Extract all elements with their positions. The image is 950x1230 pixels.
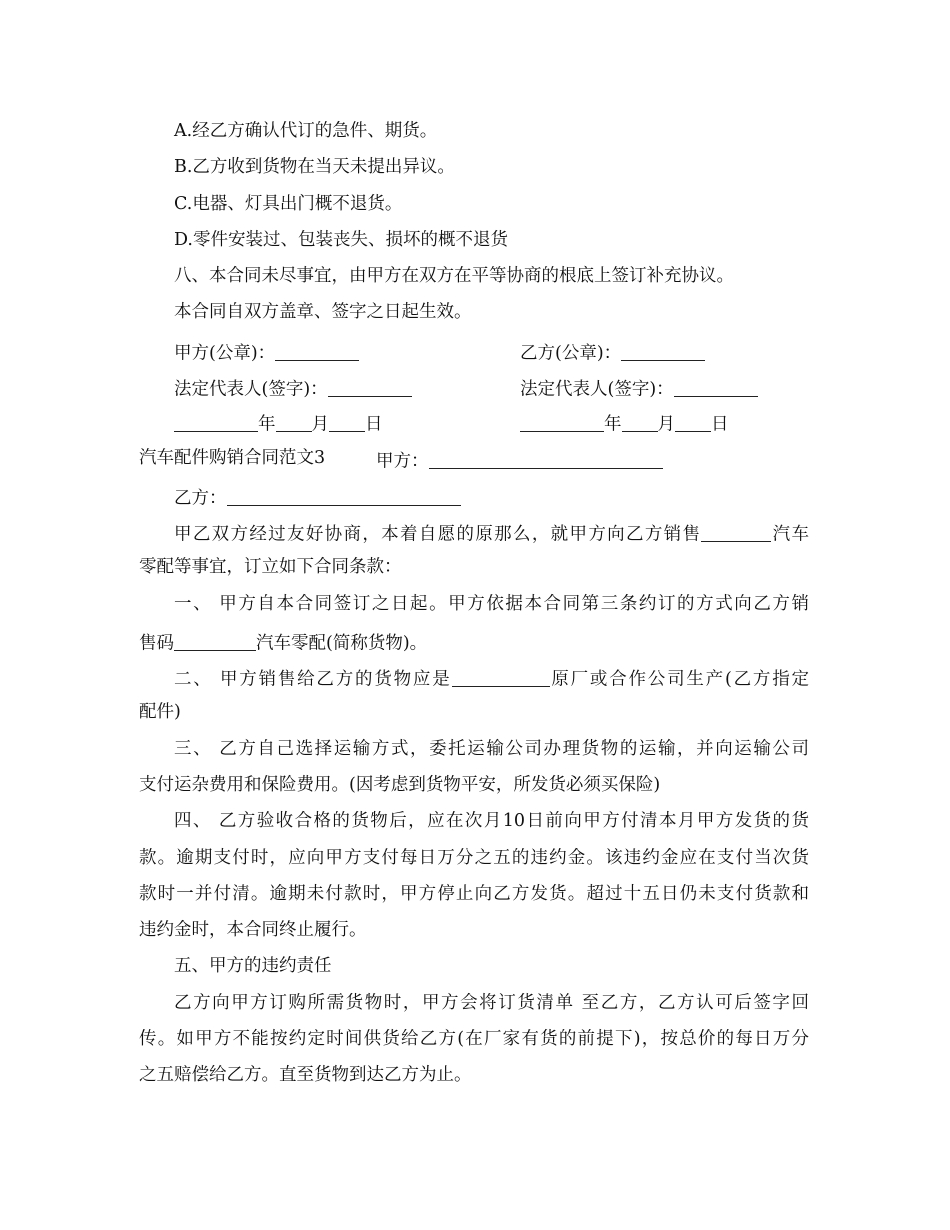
legal-rep-b <box>520 378 758 399</box>
intro-line-1 <box>174 523 809 544</box>
clause-1-line-2 <box>139 632 427 653</box>
item-a: A.经乙方确认代订的急件、期货。 <box>174 121 438 141</box>
clause-3-line-2: 支付运杂费用和保险费用。(因考虑到货物平安，所发货必须买保险) <box>139 775 661 795</box>
contract3-party-b-blank <box>227 487 461 506</box>
date-a-year: 年 <box>258 414 276 435</box>
clause-1-blank <box>174 632 256 651</box>
item-c: C.电器、灯具出门概不退货。 <box>174 194 403 214</box>
intro-text-b: 汽车 <box>771 524 810 545</box>
intro-line-2: 零配等事宜，订立如下合同条款： <box>139 557 402 577</box>
item-d: D.零件安装过、包装丧失、损坏的概不退货 <box>174 230 508 250</box>
item-b: B.乙方收到货物在当天未提出异议。 <box>174 157 455 177</box>
party-b-seal-blank <box>621 342 705 361</box>
clause-1-text-b: 汽车零配(简称货物)。 <box>256 633 428 654</box>
clause-5-line-2: 传。如甲方不能按约定时间供货给乙方(在厂家有货的前提下)，按总价的每日万分 <box>139 1029 809 1049</box>
contract3-party-a <box>376 450 663 471</box>
legal-rep-a <box>174 378 412 399</box>
contract3-party-a-blank <box>429 450 663 469</box>
legal-rep-b-blank <box>674 378 758 397</box>
date-a-month-blank <box>276 413 312 432</box>
date-a-month: 月 <box>311 414 329 435</box>
party-a-seal <box>174 342 359 363</box>
date-b-year-blank <box>520 413 604 432</box>
date-a-day-blank <box>329 413 365 432</box>
date-b-day: 日 <box>711 414 729 435</box>
clause-4-line-3: 款时一并付清。逾期未付款时，甲方停止向乙方发货。超过十五日仍未支付货款和 <box>139 884 809 904</box>
legal-rep-a-label: 法定代表人(签字)： <box>174 379 328 400</box>
effective-statement: 本合同自双方盖章、签字之日起生效。 <box>174 302 472 322</box>
clause-8: 八、本合同未尽事宜，由甲方在双方在平等协商的根底上签订补充协议。 <box>174 266 734 286</box>
contract3-title: 汽车配件购销合同范文3 <box>139 448 326 468</box>
clause-2-line-1 <box>174 668 809 689</box>
clause-3-line-1: 三、 乙方自己选择运输方式，委托运输公司办理货物的运输，并向运输公司 <box>174 739 809 759</box>
legal-rep-a-blank <box>328 378 412 397</box>
date-b <box>520 413 729 434</box>
clause-2-line-2: 配件) <box>139 702 181 722</box>
date-b-year: 年 <box>604 414 622 435</box>
clause-2-text-a: 二、 甲方销售给乙方的货物应是 <box>174 669 452 690</box>
clause-4-line-4: 违约金时，本合同终止履行。 <box>139 920 367 940</box>
legal-rep-b-label: 法定代表人(签字)： <box>520 379 674 400</box>
party-a-seal-blank <box>275 342 359 361</box>
contract3-party-a-label: 甲方： <box>376 451 429 472</box>
intro-text-a: 甲乙双方经过友好协商，本着自愿的原那么，就甲方向乙方销售 <box>174 524 702 545</box>
date-b-month-blank <box>622 413 658 432</box>
date-a-year-blank <box>174 413 258 432</box>
date-b-month: 月 <box>657 414 675 435</box>
clause-1-line-1: 一、 甲方自本合同签订之日起。甲方依据本合同第三条约订的方式向乙方销 <box>174 594 809 614</box>
clause-2-blank <box>452 668 550 687</box>
party-b-seal-label: 乙方(公章)： <box>520 343 622 364</box>
contract3-party-b-label: 乙方： <box>174 488 227 509</box>
date-b-day-blank <box>675 413 711 432</box>
date-a-day: 日 <box>365 414 383 435</box>
clause-2-text-b: 原厂或合作公司生产(乙方指定 <box>549 669 809 690</box>
intro-blank <box>701 523 771 542</box>
party-a-seal-label: 甲方(公章)： <box>174 343 276 364</box>
clause-5-line-3: 之五赔偿给乙方。直至货物到达乙方为止。 <box>139 1065 472 1085</box>
clause-1-text-a: 售码 <box>139 633 174 654</box>
clause-5-line-1: 乙方向甲方订购所需货物时，甲方会将订货清单 至乙方，乙方认可后签字回 <box>174 993 809 1013</box>
contract3-party-b <box>174 487 461 508</box>
clause-5-title: 五、甲方的违约责任 <box>174 956 332 976</box>
party-b-seal <box>520 342 705 363</box>
clause-4-line-2: 款。逾期支付时，应向甲方支付每日万分之五的违约金。该违约金应在支付当次货 <box>139 848 809 868</box>
clause-4-line-1: 四、 乙方验收合格的货物后，应在次月10日前向甲方付清本月甲方发货的货 <box>174 811 809 831</box>
date-a <box>174 413 383 434</box>
